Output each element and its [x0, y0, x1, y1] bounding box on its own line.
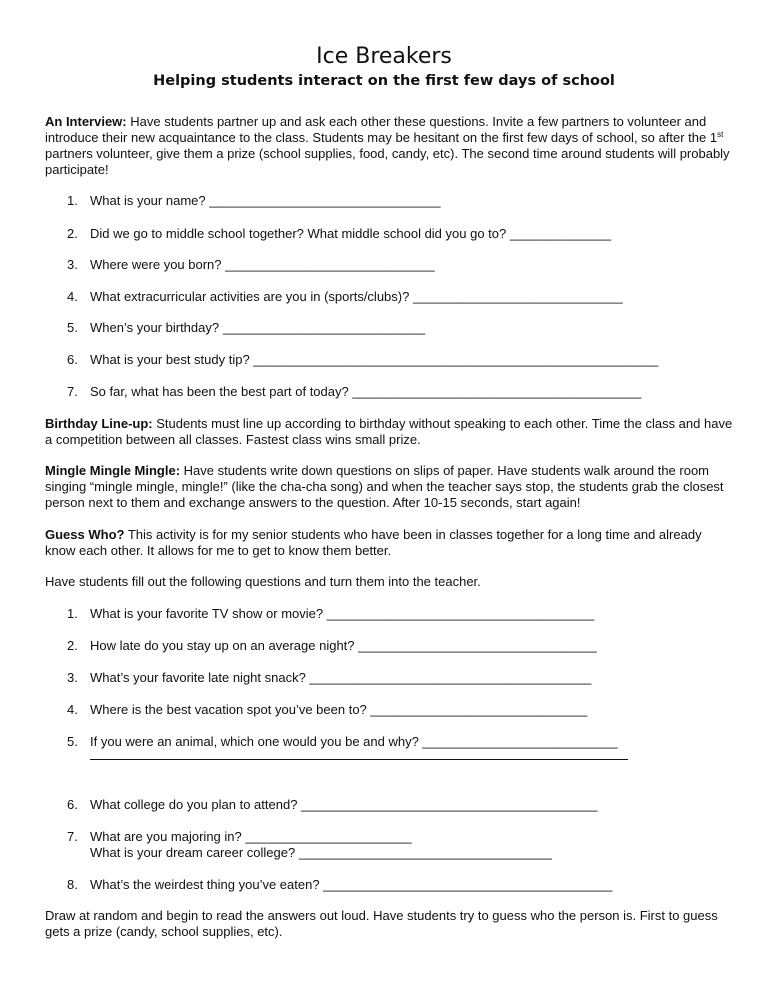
guess-question-2: 2. How late do you stay up on an average night? _________________________________ — [67, 638, 597, 653]
interview-paragraph — [45, 114, 735, 178]
page-title: Ice Breakers — [316, 44, 452, 69]
interview-question-2: 2. Did we go to middle school together? What middle school did you go to? ______________ — [67, 226, 612, 241]
interview-question-6: 6. What is your best study tip? ________________________________________________________ — [67, 352, 659, 367]
mingle-heading: Mingle Mingle Mingle: — [45, 463, 181, 478]
interview-heading: An Interview: — [45, 114, 127, 129]
interview-superscript: st — [717, 130, 724, 139]
interview-question-1: 1. What is your name? ________________________________ — [67, 193, 441, 208]
guess-question-6: 6. What college do you plan to attend? _________________________________________ — [67, 797, 598, 812]
birthday-heading: Birthday Line-up: — [45, 416, 153, 431]
guess-who-text: This activity is for my senior students who have been in classes together for a long time and already know each other. It allows for me to get to know them better. — [45, 527, 702, 558]
mingle-text: Have students write down questions on slips of paper. Have students walk around the room singing “mingle mingle, mingle!” (like the cha-cha song) and when the teacher says stop, the students grab the closest person next to them and exchange answers to the question. After 10-15 seconds, start again! — [45, 463, 724, 510]
interview-question-7: 7. So far, what has been the best part of today? ________________________________________ — [67, 384, 642, 399]
guess-question-4: 4. Where is the best vacation spot you’ve been to? ______________________________ — [67, 702, 588, 717]
guess-who-instruction: Have students fill out the following questions and turn them into the teacher. — [45, 574, 481, 589]
birthday-paragraph — [45, 416, 735, 448]
birthday-text: Students must line up according to birthday without speaking to each other. Time the class and have a competition between all classes. Fastest class wins small prize. — [45, 416, 733, 447]
closing-paragraph: Draw at random and begin to read the answers out loud. Have students try to guess who the person is. First to guess gets a prize (candy, school supplies, etc). — [45, 908, 718, 939]
guess-who-heading: Guess Who? — [45, 527, 125, 542]
answer-line-extended — [90, 759, 628, 760]
page-subtitle: Helping students interact on the first few days of school — [153, 73, 615, 89]
guess-question-5: 5. If you were an animal, which one would you be and why? ___________________________ — [67, 734, 618, 749]
guess-question-8: 8. What’s the weirdest thing you’ve eaten? ________________________________________ — [67, 877, 613, 892]
guess-question-1: 1. What is your favorite TV show or movie? _____________________________________ — [67, 606, 595, 621]
guess-who-paragraph — [45, 527, 735, 559]
guess-question-7-line-2: What is your dream career college? ___________________________________ — [90, 845, 552, 860]
interview-question-3: 3. Where were you born? _____________________________ — [67, 257, 435, 272]
guess-question-3: 3. What’s your favorite late night snack? _______________________________________ — [67, 670, 592, 685]
interview-question-4: 4. What extracurricular activities are you in (sports/clubs)? _____________________________ — [67, 289, 623, 304]
mingle-paragraph — [45, 463, 735, 511]
interview-text-b: partners volunteer, give them a prize (school supplies, food, candy, etc). The second time around students will probably participate! — [45, 146, 730, 177]
interview-question-5: 5. When’s your birthday? ____________________________ — [67, 320, 426, 335]
interview-text-a: Have students partner up and ask each other these questions. Invite a few partners to volunteer and introduce their new acquaintance to the class. Students may be hesitant on the first few days of school, so after the 1 — [45, 114, 718, 145]
guess-question-7: 7. What are you majoring in? _______________________ What is your dream career college? ___________________________________ — [67, 829, 552, 860]
